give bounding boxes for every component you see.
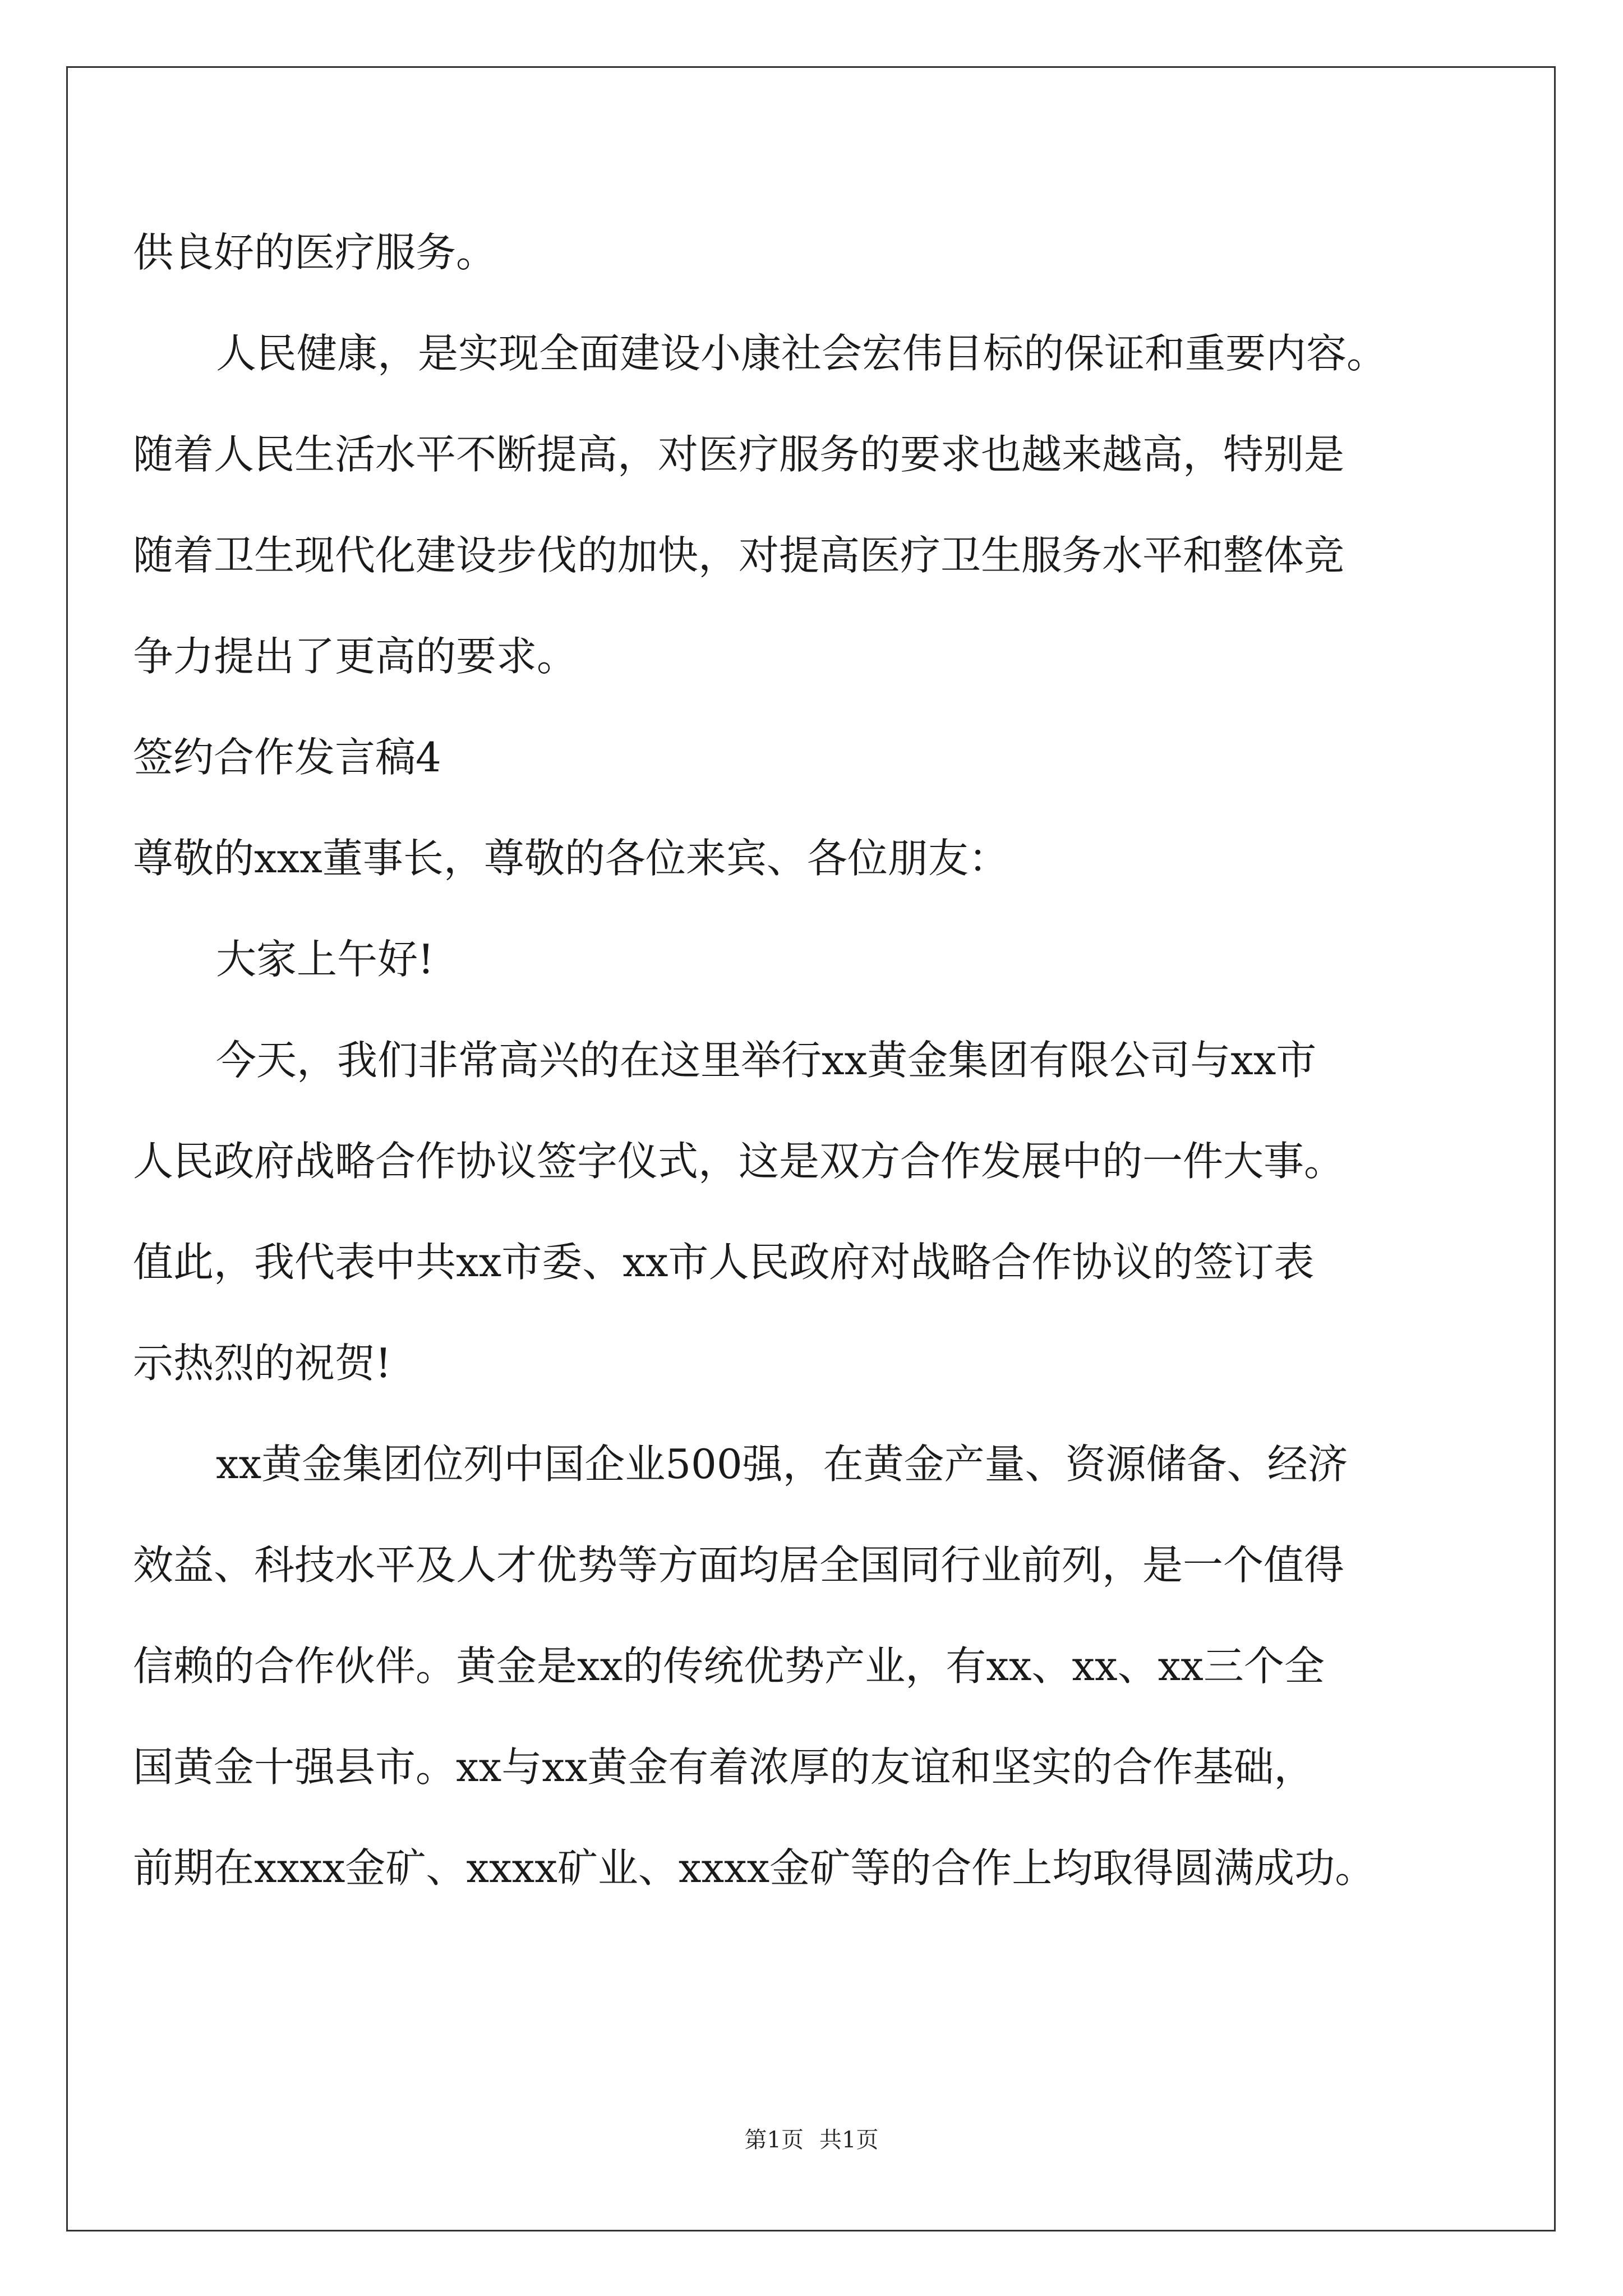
page-footer	[0, 2126, 1623, 2154]
text-line: 供良好的医疗服务。	[133, 229, 497, 276]
text-line: 示热烈的祝贺!	[133, 1340, 391, 1387]
paragraph-line: xx黄金集团位列中国企业500强，在黄金产量、资源储备、经济	[216, 1441, 1348, 1488]
page-total: 共1页	[819, 2127, 879, 2153]
page-number: 第1页	[744, 2127, 804, 2153]
salutation: 尊敬的xxx董事长，尊敬的各位来宾、各位朋友：	[133, 835, 1009, 882]
text-line: 国黄金十强县市。xx与xx黄金有着浓厚的友谊和坚实的合作基础，	[133, 1743, 1315, 1791]
text-line: 信赖的合作伙伴。黄金是xx的传统优势产业，有xx、xx、xx三个全	[133, 1642, 1325, 1690]
paragraph-line: 今天，我们非常高兴的在这里举行xx黄金集团有限公司与xx市	[216, 1037, 1317, 1084]
text-line: 前期在xxxx金矿、xxxx矿业、xxxx金矿等的合作上均取得圆满成功。	[133, 1844, 1376, 1892]
text-line: 随着卫生现代化建设步伐的加快，对提高医疗卫生服务水平和整体竞	[133, 532, 1345, 579]
text-line: 人民政府战略合作协议签字仪式，这是双方合作发展中的一件大事。	[133, 1138, 1345, 1185]
text-line: 随着人民生活水平不断提高，对医疗服务的要求也越来越高，特别是	[133, 431, 1345, 478]
text-line: 值此，我代表中共xx市委、xx市人民政府对战略合作协议的签订表	[133, 1239, 1315, 1286]
greeting: 大家上午好!	[216, 936, 434, 983]
text-line: 争力提出了更高的要求。	[133, 633, 578, 680]
text-line: 效益、科技水平及人才优势等方面均居全国同行业前列，是一个值得	[133, 1542, 1345, 1589]
paragraph-line: 人民健康，是实现全面建设小康社会宏伟目标的保证和重要内容。	[216, 330, 1387, 377]
section-title: 签约合作发言稿4	[133, 734, 441, 781]
